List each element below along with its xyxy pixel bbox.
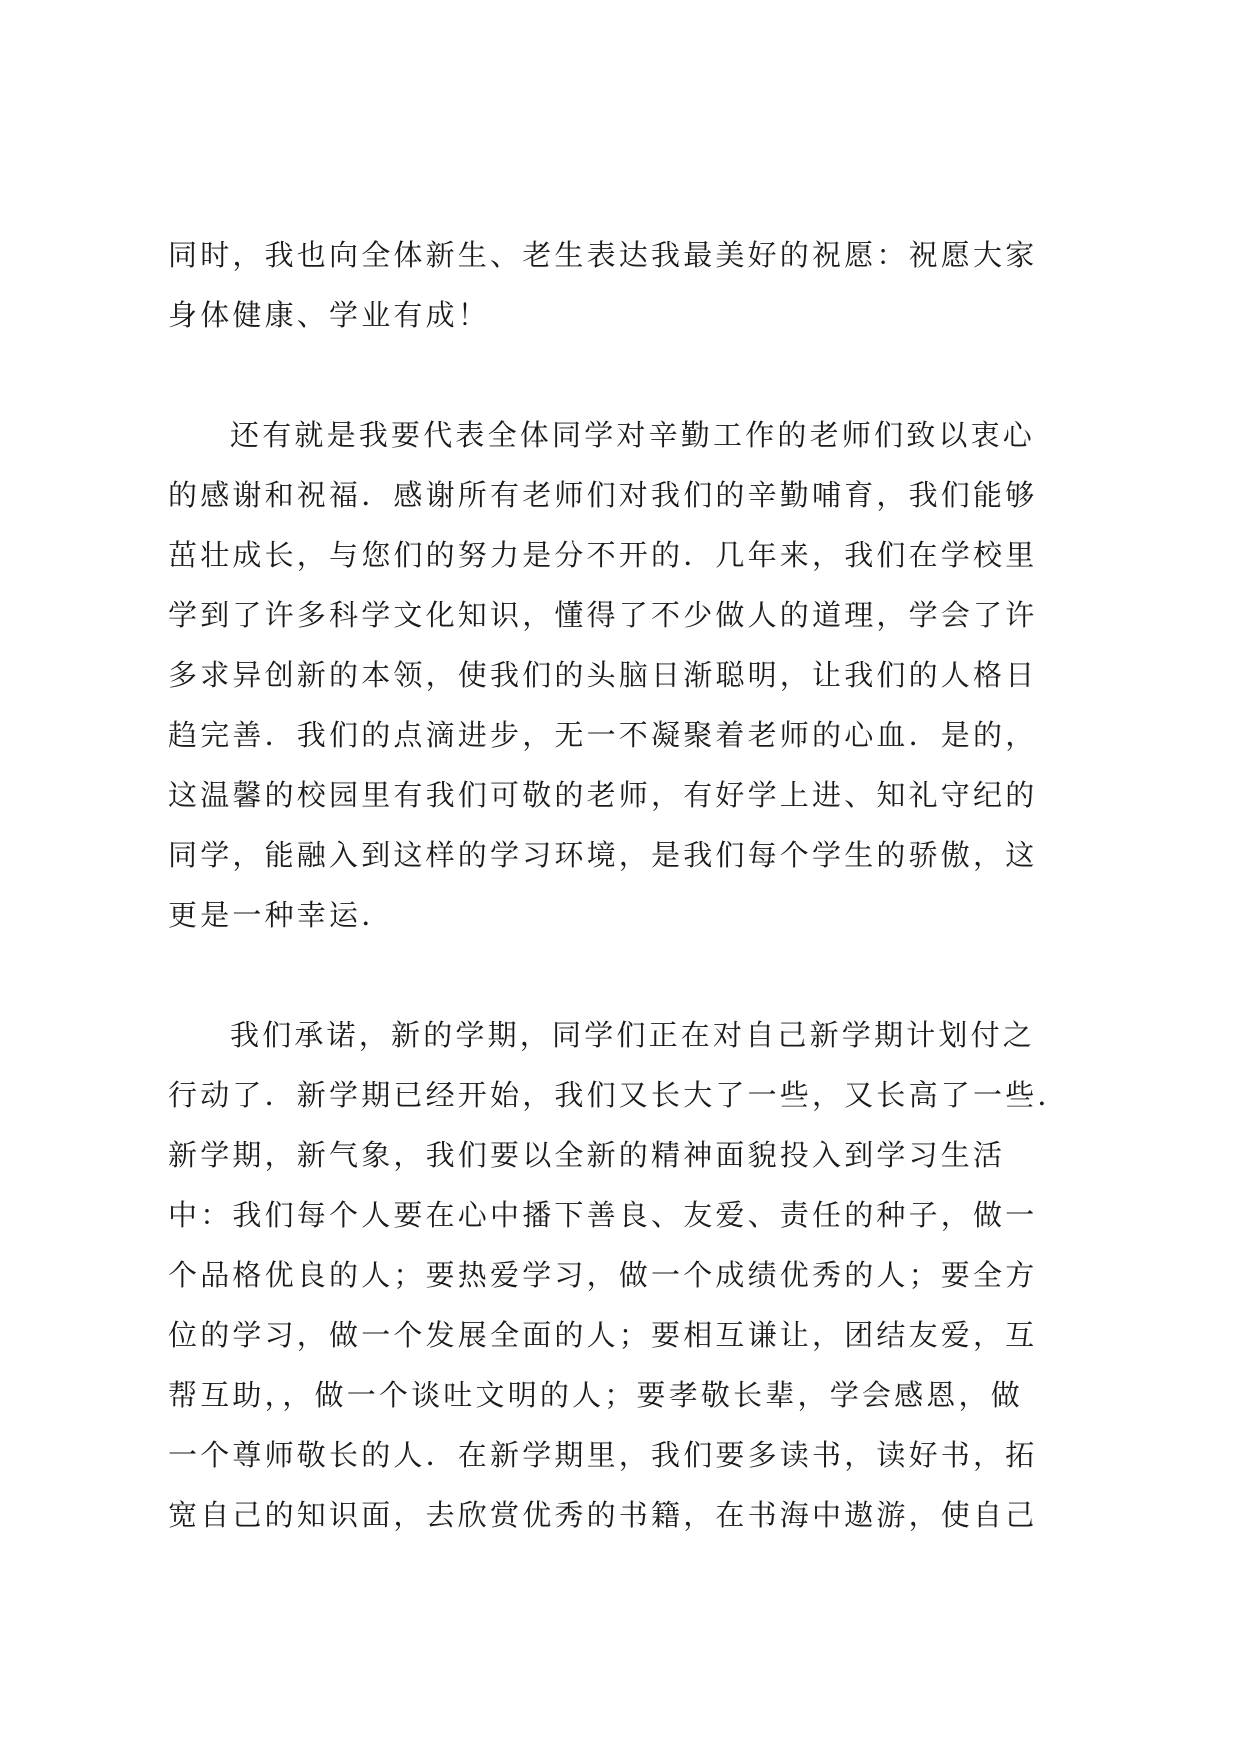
text-line: 我们承诺，新的学期，同学们正在对自己新学期计划付之 [230, 1018, 1036, 1052]
paragraph-3 [168, 1005, 1068, 1545]
text-line: 同时，我也向全体新生、老生表达我最美好的祝愿：祝愿大家 [168, 238, 1038, 272]
paragraph-gap [168, 945, 1068, 1005]
text-line: 还有就是我要代表全体同学对辛勤工作的老师们致以衷心 [230, 418, 1036, 452]
text-line: 位的学习，做一个发展全面的人；要相互谦让，团结友爱，互 [168, 1318, 1038, 1352]
text-line: 个品格优良的人；要热爱学习，做一个成绩优秀的人；要全方 [168, 1258, 1038, 1292]
text-line: 多求异创新的本领，使我们的头脑日渐聪明，让我们的人格日 [168, 658, 1038, 692]
body-text [168, 225, 1068, 1545]
text-line: 身体健康、学业有成！ [168, 298, 491, 332]
text-line: 同学，能融入到这样的学习环境，是我们每个学生的骄傲，这 [168, 838, 1038, 872]
text-line: 茁壮成长，与您们的努力是分不开的．几年来，我们在学校里 [168, 538, 1038, 572]
text-line: 行动了．新学期已经开始，我们又长大了一些，又长高了一些． [168, 1078, 1070, 1112]
text-line: 新学期，新气象，我们要以全新的精神面貌投入到学习生活 [168, 1138, 1006, 1172]
paragraph-2 [168, 405, 1068, 945]
text-line: 宽自己的知识面，去欣赏优秀的书籍，在书海中遨游，使自己 [168, 1498, 1038, 1532]
text-line: 帮互助，，做一个谈吐文明的人；要孝敬长辈，学会感恩，做 [168, 1378, 1023, 1412]
text-line: 趋完善．我们的点滴进步，无一不凝聚着老师的心血．是的， [168, 718, 1038, 752]
text-line: 中：我们每个人要在心中播下善良、友爱、责任的种子，做一 [168, 1198, 1038, 1232]
text-line: 更是一种幸运． [168, 898, 394, 932]
text-line: 的感谢和祝福．感谢所有老师们对我们的辛勤哺育，我们能够 [168, 478, 1038, 512]
text-line: 一个尊师敬长的人．在新学期里，我们要多读书，读好书，拓 [168, 1438, 1038, 1472]
paragraph-1 [168, 225, 1068, 345]
text-line: 学到了许多科学文化知识，懂得了不少做人的道理，学会了许 [168, 598, 1038, 632]
paragraph-gap [168, 345, 1068, 405]
text-line: 这温馨的校园里有我们可敬的老师，有好学上进、知礼守纪的 [168, 778, 1038, 812]
